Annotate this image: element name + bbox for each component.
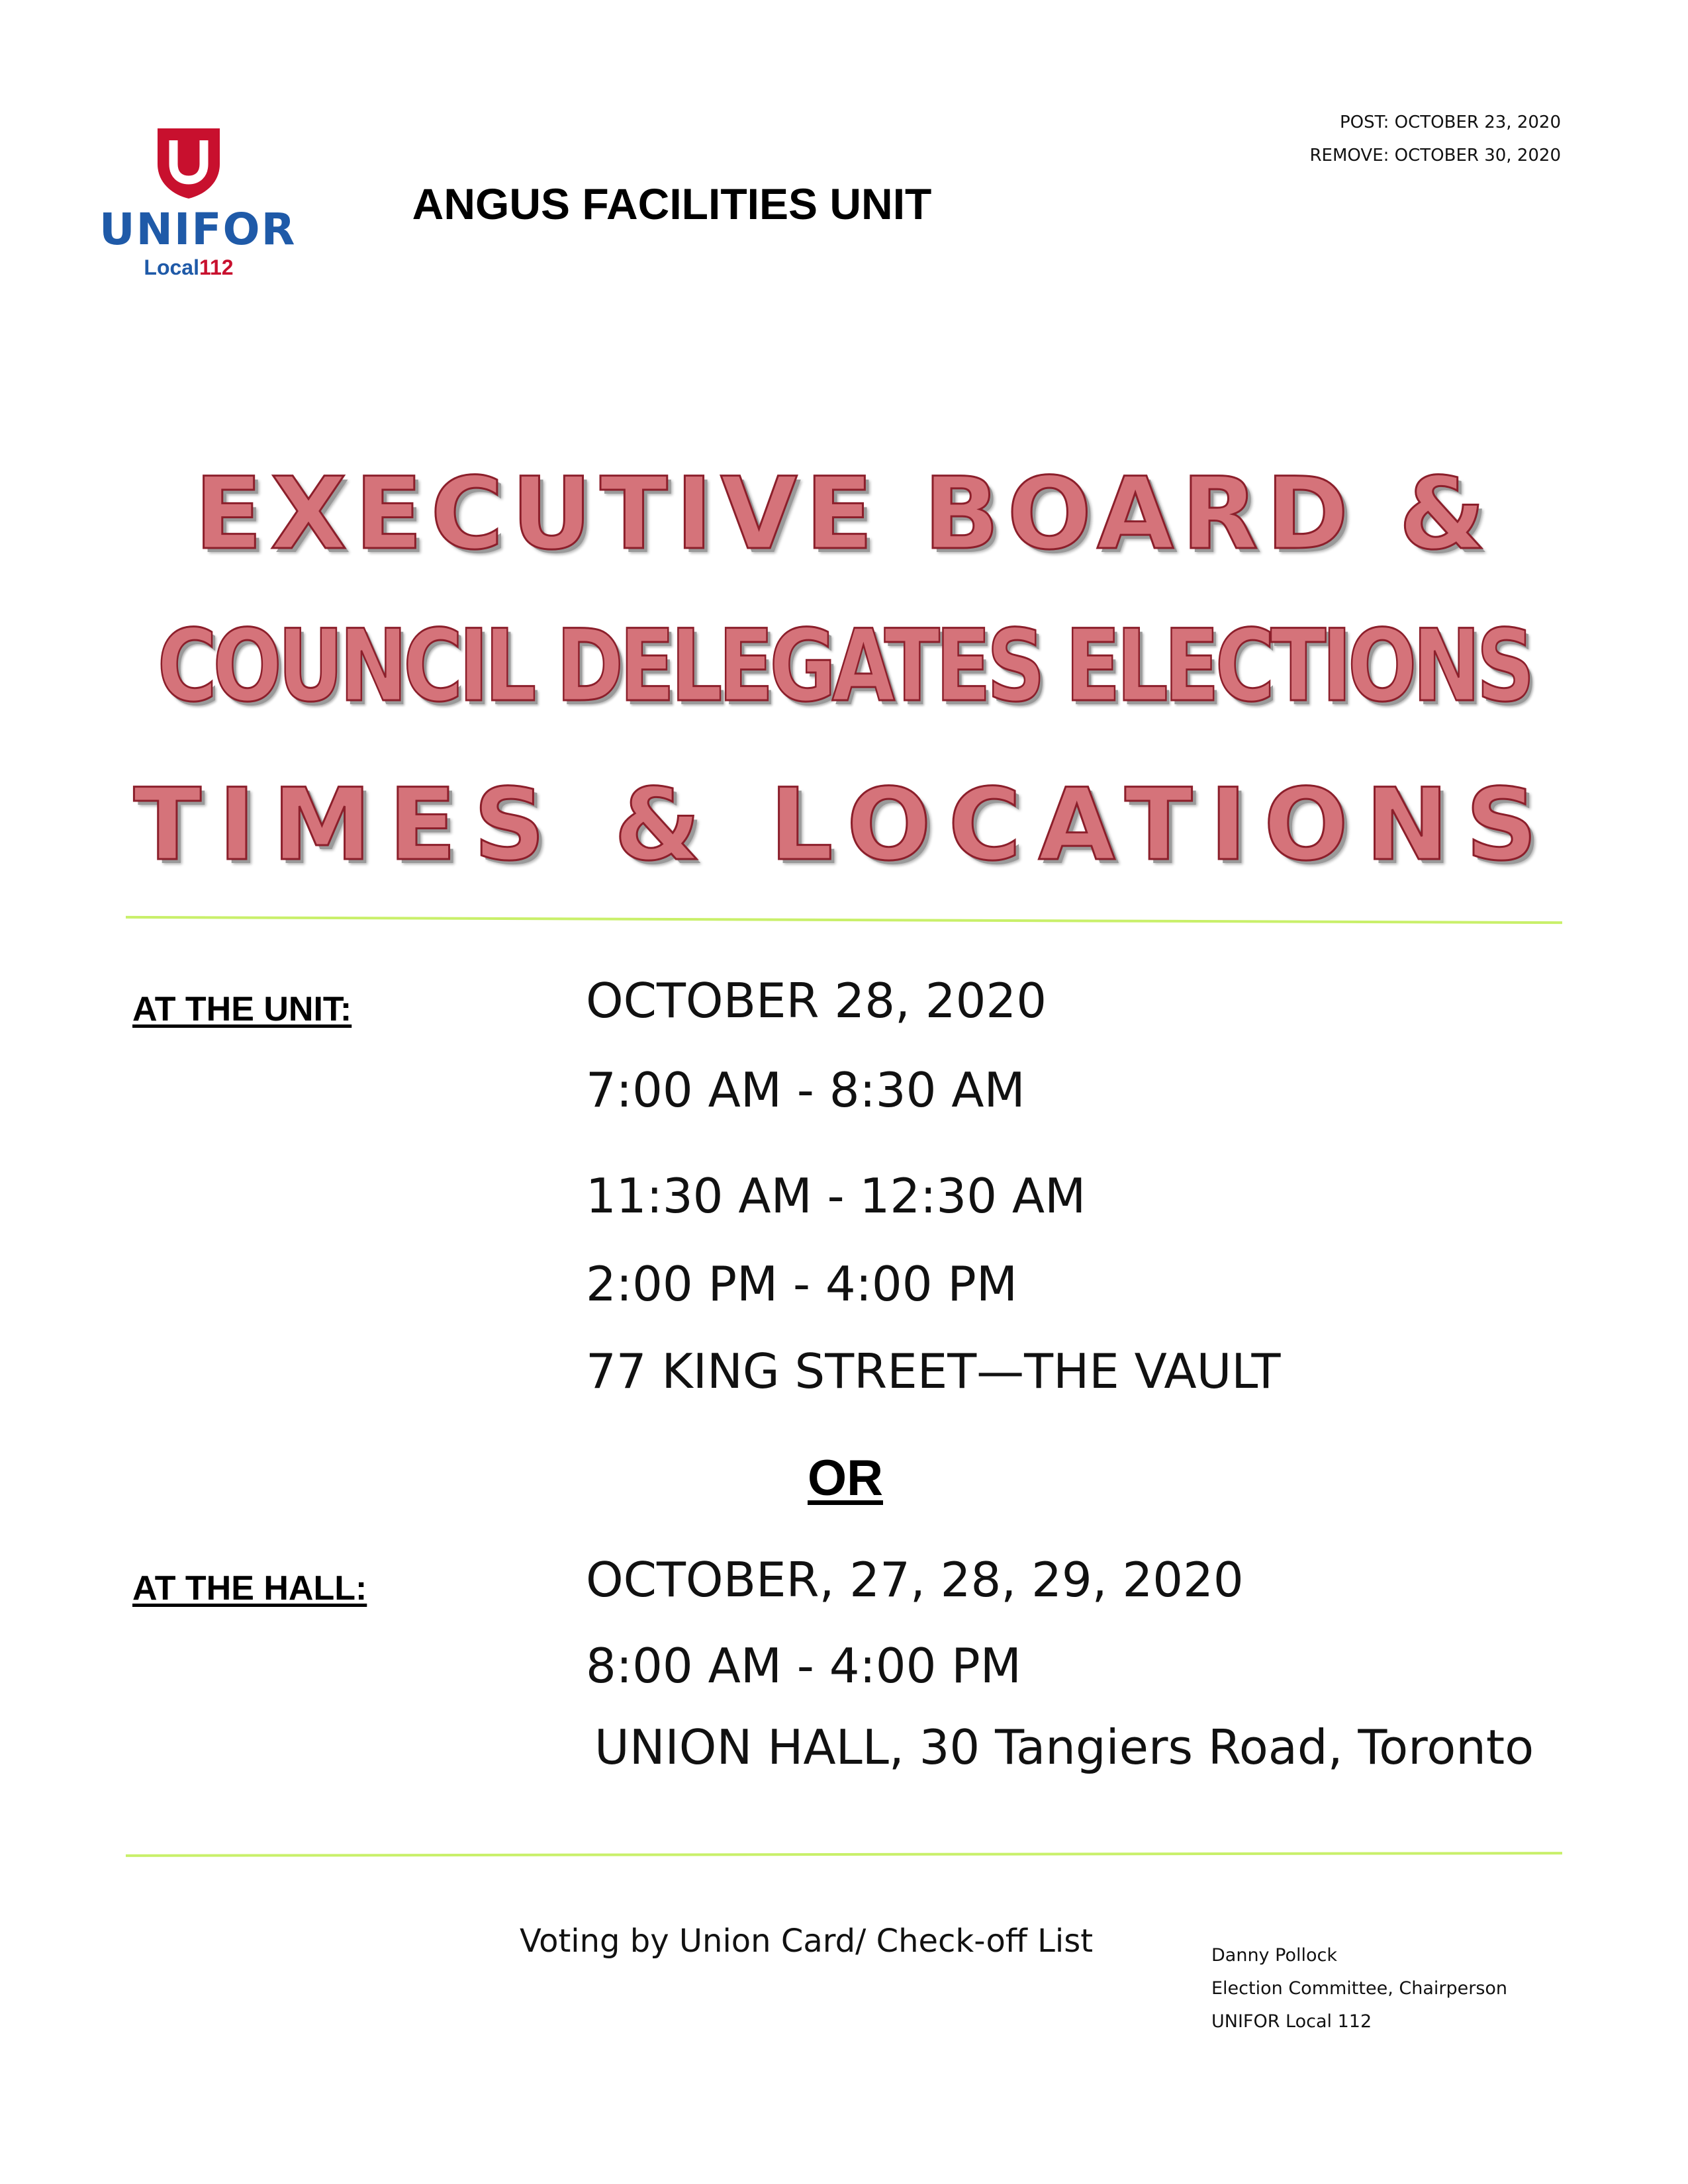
unit-section-label: AT THE UNIT: — [132, 990, 352, 1028]
unit-location: 77 KING STREET—THE VAULT — [586, 1343, 1281, 1399]
remove-date: REMOVE: OCTOBER 30, 2020 — [1309, 146, 1561, 165]
signature-title: Election Committee, Chairperson — [1211, 1978, 1508, 1999]
unit-time-2: 11:30 AM - 12:30 AM — [586, 1168, 1086, 1224]
unit-title-text: ANGUS FACILITIES UNIT — [412, 179, 932, 228]
top-divider — [126, 916, 1562, 924]
hall-location: UNION HALL, 30 Tangiers Road, Toronto — [594, 1719, 1534, 1775]
hall-date: OCTOBER, 27, 28, 29, 2020 — [586, 1552, 1244, 1608]
hall-section-label: AT THE HALL: — [132, 1569, 367, 1608]
logo-local-label — [99, 255, 278, 280]
or-separator: OR — [808, 1450, 883, 1506]
bottom-divider — [126, 1852, 1562, 1857]
signature-name: Danny Pollock — [1211, 1945, 1337, 1966]
signature-org: UNIFOR Local 112 — [1211, 2011, 1372, 2032]
logo-local-prefix: Local — [144, 255, 199, 279]
unit-time-1: 7:00 AM - 8:30 AM — [586, 1062, 1025, 1118]
signature-block — [1211, 1939, 1507, 2038]
headline-line-1: EXECUTIVE BOARD & — [194, 457, 1494, 572]
posting-dates — [1309, 106, 1561, 172]
hall-time: 8:00 AM - 4:00 PM — [586, 1638, 1021, 1694]
headline-line-2: COUNCIL DELEGATES ELECTIONS — [157, 609, 1531, 724]
unit-time-3: 2:00 PM - 4:00 PM — [586, 1256, 1017, 1312]
headline-line-3: TIMES & LOCATIONS — [133, 768, 1555, 883]
logo-local-number: 112 — [199, 255, 234, 279]
post-date: POST: OCTOBER 23, 2020 — [1339, 113, 1561, 132]
voting-note: Voting by Union Card/ Check-off List — [520, 1923, 1094, 1960]
unit-date: OCTOBER 28, 2020 — [586, 973, 1047, 1028]
logo-wordmark: UNIFOR — [99, 204, 297, 255]
unit-title — [0, 179, 1688, 229]
